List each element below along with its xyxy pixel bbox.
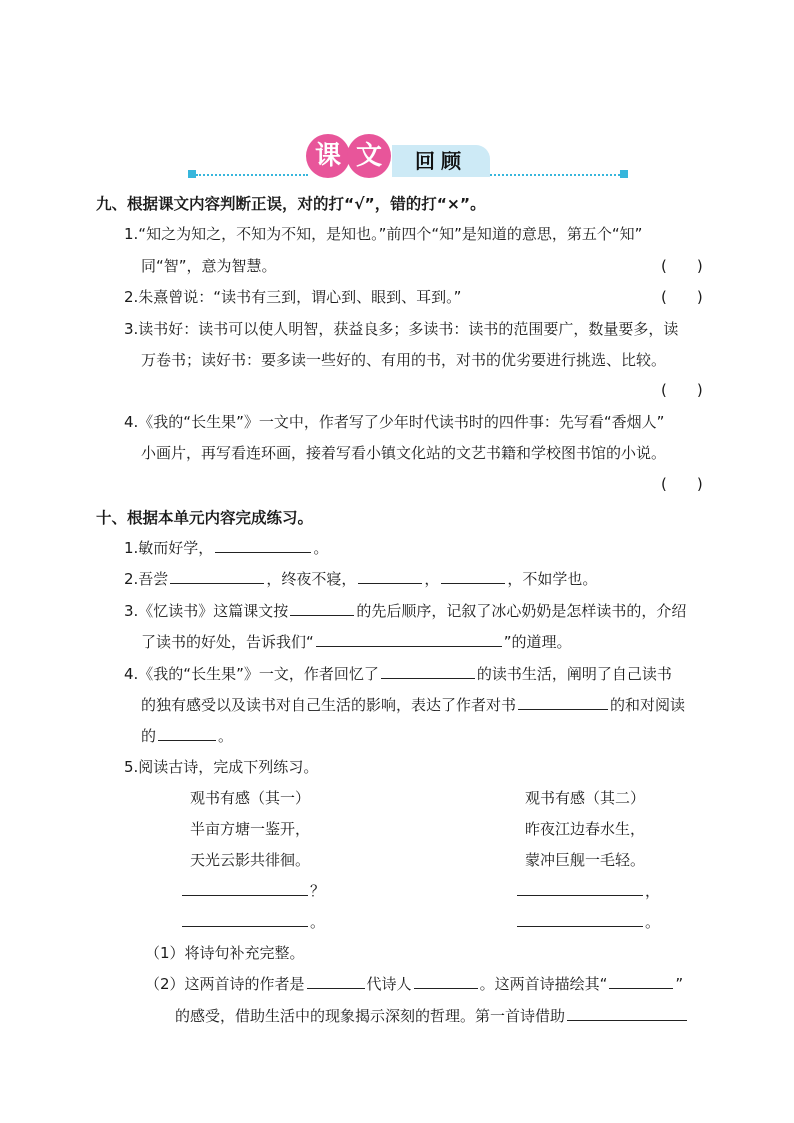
s9-q4-line2: 小画片，再写看连环画，接着写看小镇文化站的文艺书籍和学校图书馆的小说。 xyxy=(141,444,667,462)
banner-dotted-line-left xyxy=(196,174,308,176)
s9-q3-line1: 3.读书好：读书可以使人明智，获益良多；多读书：读书的范围要广，数量要多，读 xyxy=(124,320,679,338)
s10-q3-line2 xyxy=(141,631,572,652)
s10-q2-blank2[interactable] xyxy=(358,582,422,584)
s10-q4-blank2[interactable] xyxy=(518,708,608,710)
s10-q3-b: 的先后顺序，记叙了冰心奶奶是怎样读书的，介绍 xyxy=(356,602,687,620)
s10-q2 xyxy=(124,568,597,589)
s10-q1-blank[interactable] xyxy=(215,551,311,553)
s10-sub2-e: 的感受，借助生活中的现象揭示深刻的哲理。第一首诗借助 xyxy=(175,1007,566,1025)
s9-q1-line2: 同“智”，意为智慧。 xyxy=(141,257,277,275)
banner-circle-2: 文 xyxy=(347,134,391,178)
s10-q1-text: 1.敏而好学， xyxy=(124,539,214,557)
s10-q4-line3 xyxy=(141,725,233,746)
s10-sub2-line2 xyxy=(175,1005,689,1026)
poem1-title: 观书有感（其一） xyxy=(190,789,311,807)
s9-q2-answer[interactable]: ( ) xyxy=(661,288,703,306)
s10-q2-blank3[interactable] xyxy=(441,582,505,584)
poem1-line1: 半亩方塘一鉴开， xyxy=(190,820,311,838)
poem2-p4: 。 xyxy=(645,913,661,931)
s10-q2-b: ，终夜不寝， xyxy=(266,570,357,588)
poem2-blank2[interactable] xyxy=(517,925,643,927)
s9-q2: 2.朱熹曾说：“读书有三到，谓心到、眼到、耳到。” xyxy=(124,288,462,306)
s9-q1-answer[interactable]: ( ) xyxy=(661,257,703,275)
s10-q4-line2 xyxy=(141,694,685,715)
s10-q4-c: 的独有感受以及读书对自己生活的影响，表达了作者对书 xyxy=(141,696,517,714)
s9-q4-answer[interactable]: ( ) xyxy=(661,475,703,493)
s10-sub2-c: 。这两首诗描绘其“ xyxy=(479,975,608,993)
s10-q3-c: 了读书的好处，告诉我们“ xyxy=(141,633,314,651)
s9-q3-answer[interactable]: ( ) xyxy=(661,381,703,399)
banner-tag: 回顾 xyxy=(392,145,490,177)
s10-sub2-blank3[interactable] xyxy=(609,987,673,989)
banner-dotted-line-right xyxy=(490,174,620,176)
s10-q4-line1 xyxy=(124,663,672,684)
s10-q3-d: ”的道理。 xyxy=(503,633,572,651)
s9-q1-line1: 1.“知之为知之，不知为不知，是知也。”前四个“知”是知道的意思，第五个“知” xyxy=(124,225,643,243)
s10-sub2-b: 代诗人 xyxy=(366,975,412,993)
s10-sub2-blank2[interactable] xyxy=(414,987,478,989)
s10-q2-d: ，不如学也。 xyxy=(507,570,598,588)
s10-sub2-blank4[interactable] xyxy=(567,1019,687,1021)
poem1-p3: ？ xyxy=(310,882,326,900)
s10-sub2-a: （2）这两首诗的作者是 xyxy=(145,975,305,993)
poem2-blank1[interactable] xyxy=(517,894,643,896)
s9-q3-line2: 万卷书；读好书：要多读一些好的、有用的书，对书的优劣要进行挑选、比较。 xyxy=(141,351,667,369)
poem2-p3: ， xyxy=(645,882,661,900)
poem1-blank2[interactable] xyxy=(182,925,308,927)
poem1-line4 xyxy=(180,911,325,932)
s10-q4-a: 4.《我的“长生果”》一文，作者回忆了 xyxy=(124,665,379,683)
s10-q2-blank1[interactable] xyxy=(170,582,264,584)
s10-q3-blank2[interactable] xyxy=(316,645,502,647)
banner-circle-1: 课 xyxy=(306,134,350,178)
s10-sub2-line1 xyxy=(145,973,683,994)
s10-q1 xyxy=(124,537,328,558)
s10-q4-e: 的 xyxy=(141,727,157,745)
poem2-line4 xyxy=(515,911,660,932)
s10-q3-line1 xyxy=(124,600,686,621)
poem1-p4: 。 xyxy=(310,913,326,931)
s10-sub2-blank1[interactable] xyxy=(307,987,365,989)
s10-q4-blank1[interactable] xyxy=(381,677,475,679)
s10-sub1: （1）将诗句补充完整。 xyxy=(145,944,305,962)
s10-q4-d: 的和对阅读 xyxy=(610,696,686,714)
s10-q5: 5.阅读古诗，完成下列练习。 xyxy=(124,758,319,776)
s10-q3-blank1[interactable] xyxy=(290,614,354,616)
poem2-line3 xyxy=(515,880,660,901)
s10-q4-b: 的读书生活，阐明了自己读书 xyxy=(476,665,672,683)
poem2-line1: 昨夜江边春水生， xyxy=(525,820,646,838)
poem1-blank1[interactable] xyxy=(182,894,308,896)
s10-q4-f: 。 xyxy=(218,727,234,745)
poem2-title: 观书有感（其二） xyxy=(525,789,646,807)
s10-q2-a: 2.吾尝 xyxy=(124,570,169,588)
section10-heading: 十、根据本单元内容完成练习。 xyxy=(96,509,314,527)
banner-square-right xyxy=(620,170,628,178)
s10-q1-end: 。 xyxy=(313,539,329,557)
poem1-line2: 天光云影共徘徊。 xyxy=(190,851,311,869)
s10-sub2-d: ” xyxy=(675,975,684,993)
section9-heading: 九、根据课文内容判断正误，对的打“√”，错的打“×”。 xyxy=(96,195,486,213)
s10-q4-blank3[interactable] xyxy=(158,739,216,741)
poem2-line2: 蒙冲巨舰一毛轻。 xyxy=(525,851,646,869)
banner-square-left xyxy=(188,170,196,178)
s9-q4-line1: 4.《我的“长生果”》一文中，作者写了少年时代读书时的四件事：先写看“香烟人” xyxy=(124,413,665,431)
s10-q2-c: ， xyxy=(424,570,440,588)
poem1-line3 xyxy=(180,880,325,901)
s10-q3-a: 3.《忆读书》这篇课文按 xyxy=(124,602,289,620)
